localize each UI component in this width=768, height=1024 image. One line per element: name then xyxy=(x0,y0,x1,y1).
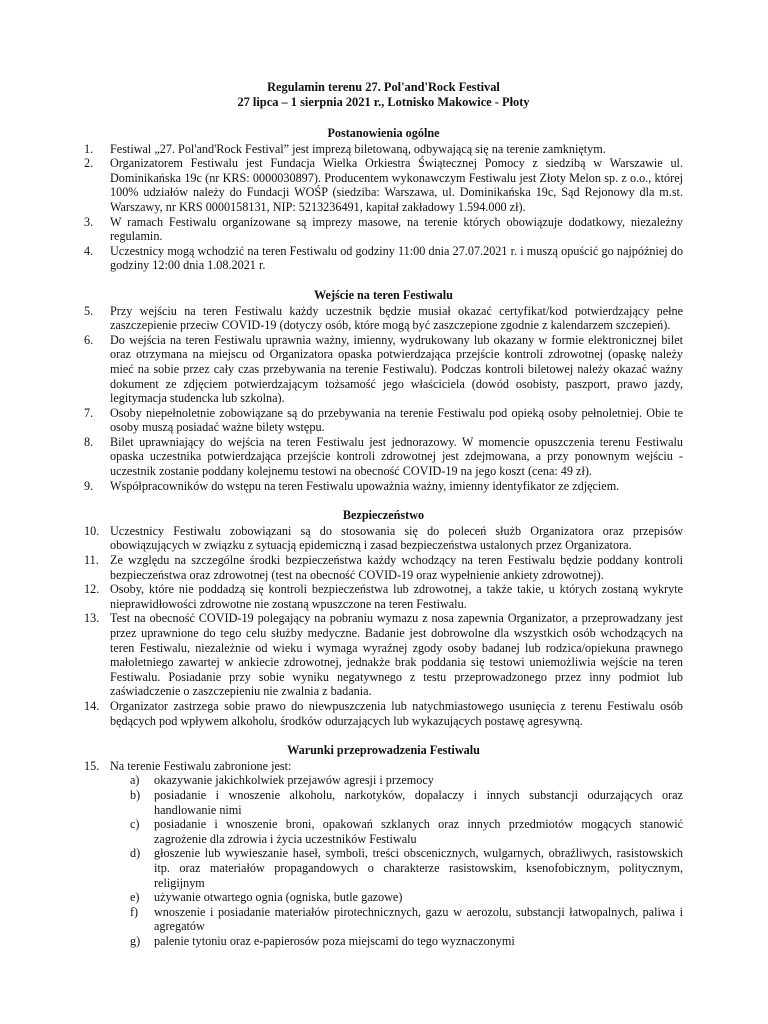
item-number: 2. xyxy=(84,156,94,171)
item-number: 13. xyxy=(84,611,100,626)
list-item xyxy=(84,156,683,214)
section-list-entry xyxy=(84,304,683,494)
sub-item-text: posiadanie i wnoszenie broni, opakowań szklanych oraz innych przedmiotów mogących stanowić zagrożenie dla zdrowia i życia uczestników Festiwalu xyxy=(154,817,683,846)
section-heading-entry: Wejście na teren Festiwalu xyxy=(314,287,453,302)
sub-list-item xyxy=(110,788,683,817)
sub-item-text: używanie otwartego ognia (ogniska, butle gazowe) xyxy=(154,890,403,905)
section-list-conditions xyxy=(84,759,683,949)
item-text: Współpracowników do wstępu na teren Festiwalu upoważnia ważny, imienny identyfikator ze zdjęciem. xyxy=(110,478,620,493)
list-item xyxy=(84,142,683,157)
list-item xyxy=(84,582,683,611)
item-text: Osoby niepełnoletnie zobowiązane są do przebywania na terenie Festiwalu pod opieką osoby pełnoletniej. Obie te osoby muszą posiadać ważne bilety wstępu. xyxy=(110,405,683,435)
list-item xyxy=(84,435,683,479)
item-text: Organizator zastrzega sobie prawo do niewpuszczenia lub natychmiastowego usunięcia z terenu Festiwalu osób będących pod wpływem alkoholu, środków odurzających lub wykazujących postawę agresywną. xyxy=(110,698,683,728)
list-item xyxy=(84,333,683,406)
section-list-general xyxy=(84,142,683,273)
list-item xyxy=(84,759,683,949)
list-item xyxy=(84,244,683,273)
section-heading-general: Postanowienia ogólne xyxy=(327,126,440,140)
list-item xyxy=(84,611,683,699)
title-line-2: 27 lipca – 1 sierpnia 2021 r., Lotnisko Makowice - Płoty xyxy=(237,95,530,109)
item-number: 3. xyxy=(84,214,94,229)
document-title xyxy=(84,80,683,110)
item-number: 15. xyxy=(84,758,100,773)
item-text: Do wejścia na teren Festiwalu uprawnia ważny, imienny, wydrukowany lub okazany w formie elektronicznej bilet oraz otrzymana na miejscu od Organizatora opaska potwierdzająca przejście kontroli zdrowotnej (opaskę należy mieć na sobie przez cały czas przebywania na terenie Festiwalu). Podczas kontroli biletowej należy okazać ważny dokument ze zdjęciem potwierdzającym tożsamość jego właściciela (dowód osobisty, paszport, prawo jazdy, legitymacja studencka lub szkolna). xyxy=(110,332,683,406)
sub-list-item xyxy=(110,905,683,934)
sub-list-item xyxy=(110,890,683,905)
sub-list-item xyxy=(110,817,683,846)
item-number: 5. xyxy=(84,303,94,318)
item-text: Festiwal „27. Pol'and'Rock Festival” jest imprezą biletowaną, odbywającą się na terenie zamkniętym. xyxy=(110,141,606,156)
item-number: 11. xyxy=(84,553,99,568)
item-number: 1. xyxy=(84,141,94,156)
sub-item-letter: b) xyxy=(130,787,141,802)
sub-item-letter: g) xyxy=(130,933,141,948)
sub-item-text: głoszenie lub wywieszanie haseł, symboli, treści obscenicznych, wulgarnych, obraźliwych, rasistowskich itp. oraz materiałów propagandowych o charakterze rasistowskim, ksenofobicznym, politycznym, religijnym xyxy=(154,846,683,890)
sub-item-letter: d) xyxy=(130,846,141,861)
item-number: 14. xyxy=(84,698,100,713)
sub-list-item xyxy=(110,846,683,890)
list-item xyxy=(84,524,683,553)
list-item xyxy=(84,304,683,333)
sub-item-text: posiadanie i wnoszenie alkoholu, narkotyków, dopalaczy i innych substancji odurzających oraz handlowanie nimi xyxy=(154,787,683,817)
list-item xyxy=(84,406,683,435)
item-text: Uczestnicy Festiwalu zobowiązani są do stosowania się do poleceń służb Organizatora oraz przepisów obowiązujących w związku z sytuacją epidemiczną i zasad bezpieczeństwa ustalonych przez Organizatora. xyxy=(110,523,683,553)
sub-list-item xyxy=(110,934,683,949)
section-list-safety xyxy=(84,524,683,728)
item-number: 8. xyxy=(84,434,94,449)
item-text: Przy wejściu na teren Festiwalu każdy uczestnik będzie musiał okazać certyfikat/kod potwierdzający pełne zaszczepienie przeciw COVID-19 (dotyczy osób, które mogą być zaszczepione zgodnie z kalendarzem szczepień). xyxy=(110,303,683,333)
list-item xyxy=(84,553,683,582)
section-heading-safety: Bezpieczeństwo xyxy=(342,508,425,523)
list-item xyxy=(84,699,683,728)
item-number: 12. xyxy=(84,582,100,597)
item-text: W ramach Festiwalu organizowane są imprezy masowe, na terenie których obowiązuje dodatkowy, niezależny regulamin. xyxy=(110,214,683,244)
sub-item-text: palenie tytoniu oraz e-papierosów poza miejscami do tego wyznaczonymi xyxy=(154,933,515,948)
title-line-1: Regulamin terenu 27. Pol'and'Rock Festival xyxy=(267,80,500,94)
item-text: Bilet uprawniający do wejścia na teren Festiwalu jest jednorazowy. W momencie opuszczenia terenu Festiwalu opaska uczestnika potwierdzająca przejście kontroli zdrowotnej jest zdejmowana, a przy ponownym wejściu - uczestnik zostanie poddany kolejnemu testowi na obecność COVID-19 na jego koszt (cena: 49 zł). xyxy=(110,434,683,479)
item-text: Na terenie Festiwalu zabronione jest: xyxy=(110,758,292,773)
item-text: Ze względu na szczególne środki bezpieczeństwa każdy wchodzący na teren Festiwalu będzie poddany kontroli bezpieczeństwa oraz zdrowotnej (test na obecność COVID-19 oraz wypełnienie ankiety zdrowotnej). xyxy=(110,553,683,582)
sub-item-text: okazywanie jakichkolwiek przejawów agresji i przemocy xyxy=(154,773,434,788)
item-number: 9. xyxy=(84,478,94,493)
section-heading-conditions: Warunki przeprowadzenia Festiwalu xyxy=(287,743,480,758)
sub-list-item xyxy=(110,773,683,788)
sub-item-letter: a) xyxy=(130,773,140,788)
sublist-prohibited xyxy=(110,773,683,948)
sub-item-text: wnoszenie i posiadanie materiałów pirotechnicznych, gazu w aerozolu, substancji łatwopalnych, paliwa i agregatów xyxy=(154,904,683,934)
sub-item-letter: c) xyxy=(130,817,140,832)
item-text: Uczestnicy mogą wchodzić na teren Festiwalu od godziny 11:00 dnia 27.07.2021 r. i muszą opuścić go najpóźniej do godziny 12:00 dnia 1.08.2021 r. xyxy=(110,243,683,273)
item-number: 10. xyxy=(84,523,100,538)
item-text: Osoby, które nie poddadzą się kontroli bezpieczeństwa lub zdrowotnej, a także takie, u których zostaną wykryte nieprawidłowości zdrowotne nie zostaną wpuszczone na teren Festiwalu. xyxy=(110,582,683,611)
item-text: Organizatorem Festiwalu jest Fundacja Wielka Orkiestra Świątecznej Pomocy z siedzibą w Warszawie ul. Dominikańska 19c (nr KRS: 0000030897). Producentem wykonawczym Festiwalu jest Złoty Melon sp. z o.o., której 100% udziałów należy do Fundacji WOŚP (siedziba: Warszawa, ul. Dominikańska 19c, Sąd Rejonowy dla m.st. Warszawy, nr KRS 0000158131, NIP: 5213236491, kapitał zakładowy 1.594.000 zł). xyxy=(110,156,683,214)
item-text: Test na obecność COVID-19 polegający na pobraniu wymazu z nosa zapewnia Organizator, a przeprowadzany jest przez uprawnione do tego celu służby medyczne. Badanie jest dobrowolne dla wszystkich osób wchodzących na teren Festiwalu, niezależnie od wieku i wymaga wyraźnej zgody osoby badanej lub rodzica/opiekuna prawnego małoletniego zawartej w ankiecie zdrowotnej, jednakże brak poddania się testowi uniemożliwia wejście na teren Festiwalu. Posiadanie przy sobie wyniku negatywnego z testu przeprowadzonego przez inny podmiot lub zaświadczenie o zaszczepieniu nie zwalnia z badania. xyxy=(110,611,683,699)
item-number: 4. xyxy=(84,243,94,258)
sub-item-letter: e) xyxy=(130,890,140,905)
sub-item-letter: f) xyxy=(130,904,139,919)
list-item xyxy=(84,215,683,244)
item-number: 7. xyxy=(84,405,94,420)
item-number: 6. xyxy=(84,332,94,347)
list-item xyxy=(84,479,683,494)
